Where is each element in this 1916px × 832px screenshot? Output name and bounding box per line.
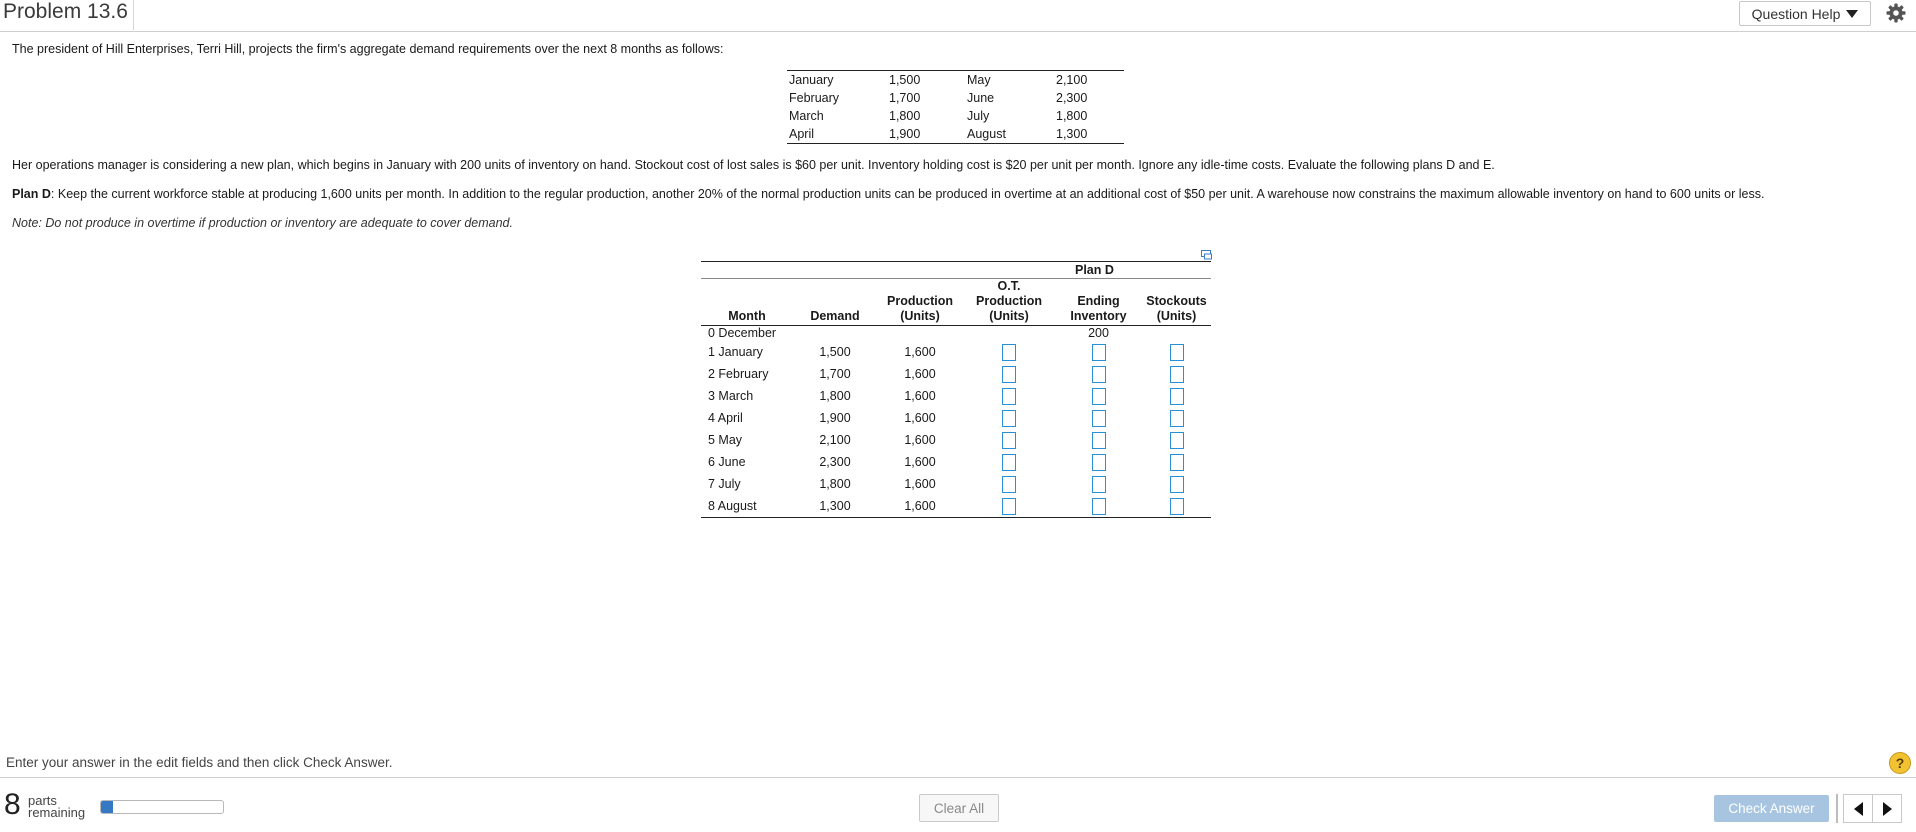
month-cell: 1 January bbox=[708, 345, 763, 359]
demand-cell: 1,800 bbox=[819, 477, 851, 491]
demand-cell: 2,300 bbox=[1056, 91, 1088, 105]
problem-title: Problem 13.6 bbox=[3, 0, 134, 30]
plan-d-label: Plan D bbox=[12, 187, 51, 201]
ending-inventory-input[interactable] bbox=[1092, 498, 1106, 515]
ot-production-cell bbox=[963, 473, 1055, 495]
gear-icon[interactable] bbox=[1883, 1, 1909, 25]
plan-d-table-wrapper bbox=[701, 261, 1211, 518]
ending-inventory-cell bbox=[1055, 341, 1142, 363]
ending-inventory-cell bbox=[1055, 407, 1142, 429]
next-button[interactable] bbox=[1872, 794, 1902, 823]
ending-inventory-input[interactable] bbox=[1092, 454, 1106, 471]
month-cell: June bbox=[967, 91, 995, 105]
demand-table bbox=[787, 70, 1124, 144]
table-row bbox=[701, 341, 1211, 363]
check-answer-button[interactable]: Check Answer bbox=[1714, 795, 1829, 822]
header-production: Production (Units) bbox=[877, 279, 963, 326]
demand-cell: 1,500 bbox=[819, 345, 851, 359]
demand-cell: 1,300 bbox=[793, 495, 877, 518]
stockouts-input[interactable] bbox=[1170, 410, 1184, 427]
demand-cell: 2,100 bbox=[1056, 73, 1088, 87]
stockouts-input[interactable] bbox=[1170, 454, 1184, 471]
table-row bbox=[701, 451, 1211, 473]
table-row bbox=[701, 495, 1211, 518]
arrow-right-icon bbox=[1883, 802, 1892, 816]
demand-cell: 1,700 bbox=[819, 367, 851, 381]
month-cell: January bbox=[789, 73, 834, 87]
ending-inventory-input[interactable] bbox=[1092, 410, 1106, 427]
parts-remaining-count: 8 bbox=[4, 788, 21, 821]
month-cell: 2 February bbox=[708, 367, 769, 381]
table-row bbox=[787, 107, 1124, 125]
ot-production-cell bbox=[963, 341, 1055, 363]
month-cell: 6 June bbox=[708, 455, 746, 469]
month-cell: July bbox=[967, 109, 990, 123]
table-row bbox=[701, 363, 1211, 385]
ot-production-cell bbox=[963, 385, 1055, 407]
clear-all-button[interactable]: Clear All bbox=[919, 794, 999, 822]
stockouts-cell bbox=[1142, 451, 1211, 473]
stockouts-cell bbox=[1142, 385, 1211, 407]
stockouts-cell bbox=[1142, 407, 1211, 429]
table-row bbox=[787, 89, 1124, 107]
table-row bbox=[701, 429, 1211, 451]
demand-cell: 1,900 bbox=[889, 127, 921, 141]
production-cell: 1,600 bbox=[904, 411, 936, 425]
plan-d-table bbox=[701, 261, 1211, 518]
production-cell: 1,600 bbox=[904, 455, 936, 469]
table-row bbox=[701, 385, 1211, 407]
ending-inventory-cell bbox=[1055, 451, 1142, 473]
footer-divider bbox=[0, 777, 1916, 778]
ot-production-input[interactable] bbox=[1002, 388, 1016, 405]
stockouts-input[interactable] bbox=[1170, 366, 1184, 383]
demand-cell: 1,800 bbox=[819, 389, 851, 403]
header-ot-production: O.T. Production (Units) bbox=[963, 279, 1055, 326]
question-help-label: Question Help bbox=[1751, 5, 1841, 22]
demand-cell: 1,300 bbox=[1056, 127, 1088, 141]
ot-production-cell bbox=[963, 363, 1055, 385]
stockouts-cell bbox=[1142, 363, 1211, 385]
instruction-text: Enter your answer in the edit fields and then click Check Answer. bbox=[6, 755, 393, 770]
ending-inventory-input[interactable] bbox=[1092, 344, 1106, 361]
stockouts-cell bbox=[1142, 473, 1211, 495]
production-cell: 1,600 bbox=[904, 367, 936, 381]
ot-production-cell bbox=[963, 429, 1055, 451]
stockouts-cell bbox=[1142, 495, 1211, 518]
ot-production-input[interactable] bbox=[1002, 432, 1016, 449]
parts-remaining-label: parts remaining bbox=[28, 793, 86, 820]
header-month: Month bbox=[701, 279, 793, 326]
header-bar bbox=[0, 0, 1916, 32]
ending-inventory-cell bbox=[1055, 473, 1142, 495]
ot-production-cell bbox=[963, 451, 1055, 473]
stockouts-input[interactable] bbox=[1170, 498, 1184, 515]
ot-production-input[interactable] bbox=[1002, 454, 1016, 471]
demand-cell: 2,100 bbox=[819, 433, 851, 447]
plan-d-title: Plan D bbox=[1055, 262, 1211, 279]
stockouts-input[interactable] bbox=[1170, 344, 1184, 361]
header-stockouts: Stockouts (Units) bbox=[1142, 279, 1211, 326]
month-cell: 7 July bbox=[708, 477, 741, 491]
problem-intro: The president of Hill Enterprises, Terri Hill, projects the firm's aggregate demand requirements over the next 8 months as follows: bbox=[12, 42, 724, 56]
ot-production-input[interactable] bbox=[1002, 366, 1016, 383]
table-row bbox=[787, 71, 1124, 90]
ending-inventory-input[interactable] bbox=[1092, 432, 1106, 449]
demand-cell: 2,300 bbox=[819, 455, 851, 469]
ending-inventory-cell bbox=[1055, 429, 1142, 451]
month-cell: 3 March bbox=[708, 389, 754, 403]
note-text: Note: Do not produce in overtime if production or inventory are adequate to cover demand. bbox=[12, 216, 513, 230]
month-cell: 5 May bbox=[708, 433, 743, 447]
ending-inventory-cell bbox=[1055, 495, 1142, 518]
ending-inventory-input[interactable] bbox=[1092, 388, 1106, 405]
stockouts-cell bbox=[1142, 341, 1211, 363]
header-demand: Demand bbox=[793, 279, 877, 326]
nav-divider bbox=[1836, 794, 1838, 823]
ending-inventory-input[interactable] bbox=[1092, 476, 1106, 493]
table-row bbox=[701, 473, 1211, 495]
plan-d-description bbox=[12, 187, 1764, 201]
ending-inventory-cell bbox=[1055, 385, 1142, 407]
demand-cell: 1,800 bbox=[1056, 109, 1088, 123]
month-cell: 4 April bbox=[708, 411, 743, 425]
stockouts-input[interactable] bbox=[1170, 388, 1184, 405]
starting-inventory-cell: 200 bbox=[1088, 326, 1109, 340]
production-cell: 1,600 bbox=[877, 495, 963, 518]
month-cell: August bbox=[967, 127, 1006, 141]
demand-cell: 1,900 bbox=[819, 411, 851, 425]
previous-button[interactable] bbox=[1843, 794, 1873, 823]
stockouts-cell bbox=[1142, 429, 1211, 451]
month-cell: May bbox=[967, 73, 991, 87]
production-cell: 1,600 bbox=[904, 345, 936, 359]
month-cell: 8 August bbox=[701, 495, 793, 518]
month-cell: March bbox=[789, 109, 824, 123]
ending-inventory-cell bbox=[1055, 363, 1142, 385]
plan-d-text: : Keep the current workforce stable at producing 1,600 units per month. In addition to the regular production, another 20% of the normal production units can be produced in overtime at an additional cost of $50 per unit. A warehouse now constrains the maximum allowable inventory on hand to 600 units or less. bbox=[50, 187, 1765, 201]
ot-production-input[interactable] bbox=[1002, 344, 1016, 361]
stockouts-input[interactable] bbox=[1170, 432, 1184, 449]
copy-icon[interactable] bbox=[1201, 248, 1213, 260]
stockouts-input[interactable] bbox=[1170, 476, 1184, 493]
production-cell: 1,600 bbox=[904, 389, 936, 403]
ending-inventory-input[interactable] bbox=[1092, 366, 1106, 383]
help-icon[interactable]: ? bbox=[1889, 752, 1911, 774]
table-row bbox=[701, 407, 1211, 429]
question-help-button[interactable] bbox=[1739, 1, 1871, 26]
month-cell: February bbox=[789, 91, 840, 105]
ot-production-input[interactable] bbox=[1002, 410, 1016, 427]
ot-production-input[interactable] bbox=[1002, 476, 1016, 493]
arrow-left-icon bbox=[1854, 802, 1863, 816]
production-cell: 1,600 bbox=[904, 477, 936, 491]
month-cell: April bbox=[789, 127, 815, 141]
header-ending-inventory: Ending Inventory bbox=[1055, 279, 1142, 326]
month-cell: 0 December bbox=[708, 326, 777, 340]
table-row bbox=[787, 125, 1124, 144]
progress-fill bbox=[101, 801, 113, 813]
ot-production-input[interactable] bbox=[1002, 498, 1016, 515]
demand-cell: 1,800 bbox=[889, 109, 921, 123]
table-row bbox=[701, 326, 1211, 342]
demand-cell: 1,700 bbox=[889, 91, 921, 105]
ot-production-cell bbox=[963, 495, 1055, 518]
demand-cell: 1,500 bbox=[889, 73, 921, 87]
production-cell: 1,600 bbox=[904, 433, 936, 447]
ot-production-cell bbox=[963, 407, 1055, 429]
progress-bar bbox=[100, 800, 224, 814]
plan-context-text: Her operations manager is considering a new plan, which begins in January with 200 units of inventory on hand. Stockout cost of lost sales is $60 per unit. Inventory holding cost is $20 per unit per month. Ignore any idle-time costs. Evaluate the following plans D and E. bbox=[12, 158, 1495, 172]
chevron-down-icon bbox=[1846, 10, 1858, 18]
